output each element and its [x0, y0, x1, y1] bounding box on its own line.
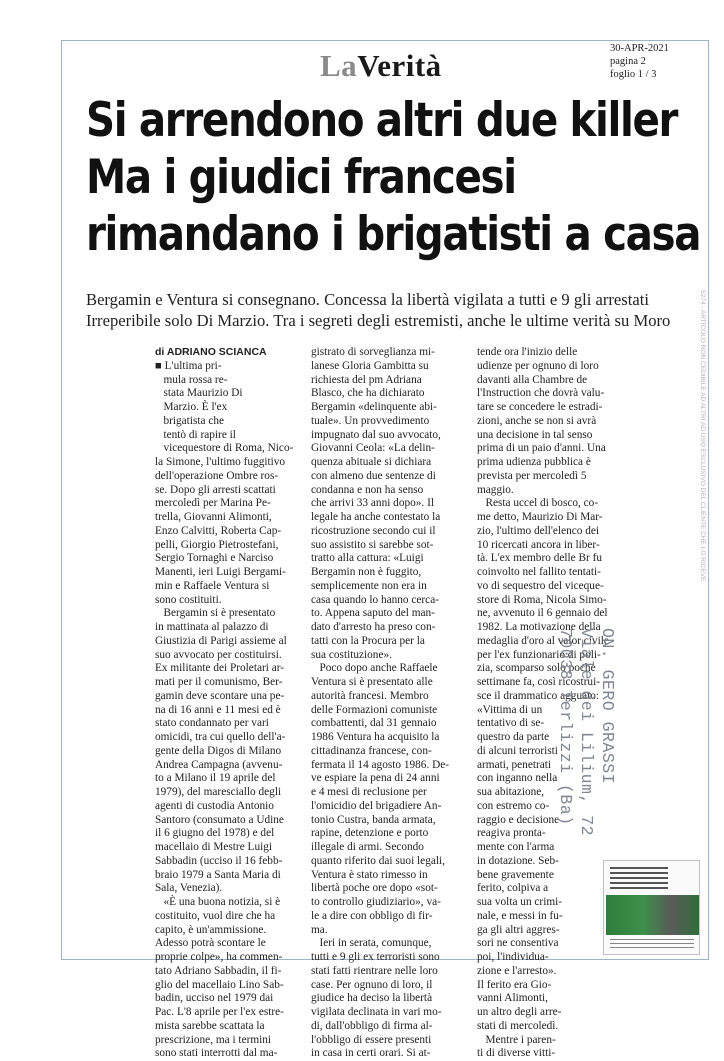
clipping-date: 30-APR-2021 [610, 43, 669, 54]
clipping-sheet: foglio 1 / 3 [610, 69, 657, 80]
article-column-2: gistrato di sorveglianza mi- lanese Gloria Gambitta su richiesta del pm Adriana Blasco, che ha dichiarato Bergamin «delinquente abi- tuale». Un provvedimento impugnato dal suo avvocato, Giovanni Ceola: «La delin- quenza abituale si dichiara con almeno due sentenze di condanna e non ha senso che arrivi 33 anni dopo». Il legale ha anche contestato la ricostruzione secondo cui il suo assistito si sarebbe sot- tratto alla cattura: «Luigi Bergamin non è fuggito, semplicemente non era in casa quando lo hanno cerca- to. Appena saputo del man- dato d'arresto ha preso con- tatti con la Procura per la sua costituzione». Poco dopo anche Raffaele Ventura si è presentato alle autorità francesi. Membro delle Formazioni comuniste combattenti, dal 31 gennaio 1986 Ventura ha acquisito la cittadinanza francese, con- fermata il 14 agosto 1986. De- ve espiare la pena di 24 anni e 4 mesi di reclusione per l'omicidio del brigadiere An- tonio Custra, banda armata, rapine, detenzione e porto illegale di armi. Secondo quanto riferito dai suoi legali, Ventura è stato rimesso in libertà poche ore dopo «sot- to controllo giudiziario», va- le a dire con obbligo di fir- ma. Ieri in serata, comunque, tutti e 9 gli ex terroristi sono stati fatti rientrare nelle loro case. Per ognuno di loro, il giudice ha deciso la libertà vigilata declinata in vari mo- di, dall'obbligo di firma al- l'obbligo di essere presenti in casa in certi orari. Si at- [311, 346, 450, 1060]
copyright-sidenote: 5274 - ARTICOLO NON CEDIBILE AD ALTRI AD USO ESCLUSIVO DEL CLIENTE CHE LO RICEVE [699, 290, 706, 582]
clipping-meta [610, 42, 669, 81]
article-headline [86, 92, 701, 263]
clipping-page: pagina 2 [610, 56, 646, 67]
headline-line-2: Ma i giudici francesi [86, 150, 516, 205]
headline-line-3: rimandano i brigatisti a casa [86, 207, 701, 262]
subhead-line-2: Irreperibile solo Di Marzio. Tra i segreti degli estremisti, anche le ultime verità su Moro [86, 311, 671, 330]
column-1-text: ■ L'ultima pri- mula rossa re- stata Maurizio Di Marzio. È l'ex brigatista che tentò di rapire il vicequestore di Roma, Nico- la Simone, l'ultimo fuggitivo dell'operazione Ombre ros- se. Dopo gli arresti scattati mercoledì per Marina Pe- trella, Giovanni Alimonti, Enzo Calvitti, Roberta Cap- pelli, Giorgio Pietrostefani, Sergio Tornaghi e Narciso Manenti, ieri Luigi Bergami- min e Raffaele Ventura si sono costituiti. Bergamin si è presentato in mattinata al palazzo di Giustizia di Parigi assieme al suo avvocato per costituirsi. Ex militante dei Proletari ar- mati per il comunismo, Ber- gamin deve scontare una pe- na di 16 anni e 11 mesi ed è stato condannato per vari omicidi, tra cui quello dell'a- gente della Digos di Milano Andrea Campagna (avvenu- to a Milano il 19 aprile del 1979), del maresciallo degli agenti di custodia Antonio Santoro (consumato a Udine il 6 giugno del 1978) e del macellaio di Mestre Luigi Sabbadin (ucciso il 16 febb- braio 1979 a Santa Maria di Sala, Venezia). «È una buona notizia, si è costituito, vuol dire che ha capito, è un'ammissione. Adesso potrà scontare le proprie colpe», ha commen- tato Adriano Sabbadin, il fi- glio del macellaio Lino Sab- badin, ucciso nel 1979 dai Pac. L'8 aprile per l'ex estre- mista sarebbe scattata la prescrizione, ma i termini sono stati interrotti dal ma- [155, 359, 294, 1060]
stamp-line-3: 70038 Terlizzi (Ba) [556, 628, 575, 826]
page-thumbnail-image [603, 860, 700, 955]
masthead-la: La [320, 48, 358, 83]
thumbnail-photo [606, 895, 699, 935]
stamp-line-1: ON. GERO GRASSI [598, 628, 617, 785]
thumbnail-headline-lines [610, 867, 668, 891]
article-column-3: tende ora l'inizio delle udienze per ognuno di loro davanti alla Chambre de l'Instruction che dovrà valu- tare se concedere le estradi- zioni, anche se non si avrà una decisione in tal senso prima di un paio d'anni. Una prima udienza pubblica è prevista per mercoledì 5 maggio. Resta uccel di bosco, co- me detto, Maurizio Di Mar- zio, l'ultimo dell'elenco dei 10 ricercati ancora in liber- tà. L'ex membro delle Br fu coinvolto nel fallito tentati- vo di sequestro del viceque- store di Roma, Nicola Simo- ne, avvenuto il 6 gennaio del 1982. La motivazione della medaglia d'oro al valor civile per l'ex funzionario di poli- zia, scomparso solo poche settimane fa, così ricostrui- sce il drammatico agguato: «Vittima di un tentativo di se- questro da parte di alcuni terroristi armati, penetrati con inganno nella sua abitazione, con estremo co- raggio e decisione reagiva pronta- mente con l'arma in dotazione. Seb- bene gravemente ferito, colpiva a sua volta un crimi- nale, e messi in fu- ga gli altri aggres- sori ne consentiva poi, l'individua- zione e l'arresto». Il ferito era Gio- vanni Alimonti, un altro degli arre- stati di mercoledì. Mentre i paren- ti di diverse vitti- [477, 346, 609, 1060]
headline-line-1: Si arrendono altri due killer [86, 93, 678, 148]
article-subhead [86, 289, 696, 331]
article-column-1 [155, 346, 303, 1061]
newspaper-masthead [320, 48, 442, 84]
stamp-line-2: Viale dei Lilium, 72 [577, 628, 596, 837]
masthead-verita: Verità [357, 48, 442, 83]
article-byline: di ADRIANO SCIANCA [155, 346, 267, 358]
subhead-line-1: Bergamin e Ventura si consegnano. Concessa la libertà vigilata a tutti e 9 gli arrestati [86, 290, 649, 309]
thumbnail-text-lines [610, 939, 694, 951]
